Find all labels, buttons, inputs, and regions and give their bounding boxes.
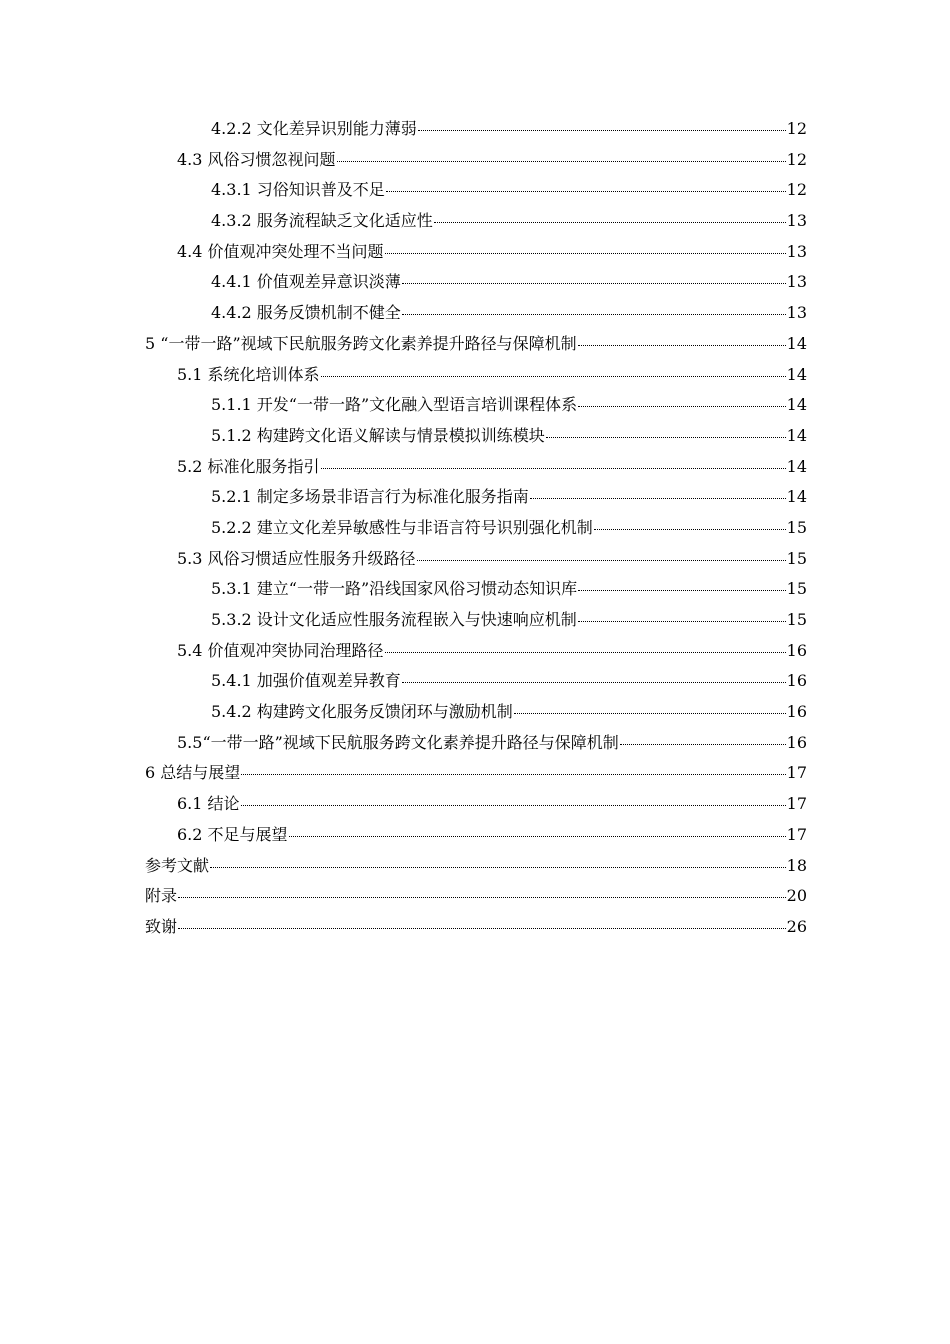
dot-leader bbox=[321, 375, 786, 377]
toc-entry-page-number: 20 bbox=[786, 886, 807, 906]
toc-entry-title: 6 总结与展望 bbox=[145, 763, 241, 783]
dot-leader bbox=[178, 896, 786, 898]
toc-entry-title: 4.3 风俗习惯忽视问题 bbox=[177, 149, 336, 169]
toc-entry[interactable] bbox=[145, 482, 807, 513]
toc-entry-title: 5.3.1 建立“一带一路”沿线国家风俗习惯动态知识库 bbox=[211, 579, 578, 599]
dot-leader bbox=[289, 835, 786, 837]
toc-entry-page-number: 13 bbox=[786, 303, 807, 323]
toc-entry[interactable] bbox=[145, 789, 807, 820]
dot-leader bbox=[402, 282, 786, 284]
toc-entry-page-number: 16 bbox=[786, 640, 807, 660]
toc-entry-page-number: 15 bbox=[786, 610, 807, 629]
toc-entry[interactable] bbox=[145, 329, 807, 360]
toc-entry-page-number: 18 bbox=[786, 855, 807, 875]
toc-entry-title: 5.4.2 构建跨文化服务反馈闭环与激励机制 bbox=[211, 702, 513, 722]
toc-entry[interactable] bbox=[145, 206, 807, 237]
toc-entry-page-number: 14 bbox=[786, 487, 807, 507]
toc-entry-page-number: 12 bbox=[786, 180, 807, 200]
toc-entry-title: 参考文献 bbox=[145, 855, 210, 875]
dot-leader bbox=[337, 160, 786, 162]
toc-entry-page-number: 15 bbox=[786, 579, 807, 599]
toc-entry-page-number: 15 bbox=[786, 548, 807, 568]
toc-entry-title: 6.1 结论 bbox=[177, 794, 240, 814]
toc-entry[interactable] bbox=[145, 574, 807, 605]
toc-entry-page-number: 14 bbox=[786, 456, 807, 476]
toc-entry-title: 5 “一带一路”视域下民航服务跨文化素养提升路径与保障机制 bbox=[145, 333, 577, 353]
toc-entry[interactable] bbox=[145, 513, 807, 544]
toc-entry-title: 4.4.2 服务反馈机制不健全 bbox=[211, 303, 401, 323]
toc-entry-page-number: 14 bbox=[786, 395, 807, 415]
toc-entry-page-number: 17 bbox=[786, 824, 807, 844]
toc-entry-title: 致谢 bbox=[145, 916, 178, 936]
dot-leader bbox=[417, 559, 786, 561]
toc-entry-page-number: 12 bbox=[786, 149, 807, 169]
dot-leader bbox=[546, 436, 786, 438]
toc-entry-page-number: 13 bbox=[786, 241, 807, 261]
toc-entry-page-number: 16 bbox=[786, 702, 807, 722]
toc-entry[interactable] bbox=[145, 390, 807, 421]
toc-entry[interactable] bbox=[145, 912, 807, 943]
toc-entry[interactable] bbox=[145, 267, 807, 298]
toc-entry-page-number: 13 bbox=[786, 272, 807, 292]
toc-entry-page-number: 14 bbox=[786, 333, 807, 353]
toc-entry-page-number: 16 bbox=[786, 671, 807, 691]
toc-entry[interactable] bbox=[145, 114, 807, 145]
toc-entry-title: 5.3.2 设计文化适应性服务流程嵌入与快速响应机制 bbox=[211, 610, 577, 629]
toc-entry-title: 5.5“一带一路”视域下民航服务跨文化素养提升路径与保障机制 bbox=[177, 732, 619, 752]
toc-entry-title: 5.2 标准化服务指引 bbox=[177, 456, 320, 476]
dot-leader bbox=[385, 651, 786, 653]
dot-leader bbox=[530, 497, 786, 499]
dot-leader bbox=[386, 190, 786, 192]
toc-entry-title: 5.1.1 开发“一带一路”文化融入型语言培训课程体系 bbox=[211, 395, 578, 415]
toc-entry[interactable] bbox=[145, 758, 807, 789]
toc-entry[interactable] bbox=[145, 145, 807, 176]
toc-entry-title: 4.3.1 习俗知识普及不足 bbox=[211, 180, 385, 200]
toc-entry-title: 5.1 系统化培训体系 bbox=[177, 364, 320, 384]
toc-entry-title: 5.4 价值观冲突协同治理路径 bbox=[177, 640, 384, 660]
toc-entry[interactable] bbox=[145, 237, 807, 268]
toc-entry[interactable] bbox=[145, 544, 807, 575]
toc-entry[interactable] bbox=[145, 666, 807, 697]
toc-entry-page-number: 13 bbox=[786, 211, 807, 231]
dot-leader bbox=[402, 313, 786, 315]
toc-entry-page-number: 14 bbox=[786, 364, 807, 384]
toc-entry-title: 4.3.2 服务流程缺乏文化适应性 bbox=[211, 211, 433, 231]
toc-entry[interactable] bbox=[145, 452, 807, 483]
toc-entry-title: 4.4 价值观冲突处理不当问题 bbox=[177, 241, 384, 261]
dot-leader bbox=[418, 129, 786, 131]
toc-entry-page-number: 17 bbox=[786, 763, 807, 783]
toc-entry-title: 4.4.1 价值观差异意识淡薄 bbox=[211, 272, 401, 292]
dot-leader bbox=[241, 804, 786, 806]
dot-leader bbox=[434, 221, 786, 223]
dot-leader bbox=[620, 743, 786, 745]
dot-leader bbox=[321, 467, 786, 469]
dot-leader bbox=[402, 681, 786, 683]
toc-entry[interactable] bbox=[145, 881, 807, 912]
toc-entry-page-number: 16 bbox=[786, 732, 807, 752]
toc-entry[interactable] bbox=[145, 605, 807, 636]
toc-entry-title: 6.2 不足与展望 bbox=[177, 824, 288, 844]
table-of-contents bbox=[145, 114, 807, 943]
dot-leader bbox=[385, 252, 786, 254]
toc-entry[interactable] bbox=[145, 298, 807, 329]
dot-leader bbox=[178, 927, 786, 929]
toc-entry[interactable] bbox=[145, 360, 807, 391]
dot-leader bbox=[578, 344, 786, 346]
toc-entry[interactable] bbox=[145, 728, 807, 759]
toc-entry[interactable] bbox=[145, 697, 807, 728]
toc-entry-title: 5.3 风俗习惯适应性服务升级路径 bbox=[177, 548, 416, 568]
toc-entry-page-number: 17 bbox=[786, 794, 807, 814]
dot-leader bbox=[594, 528, 786, 530]
dot-leader bbox=[514, 712, 786, 714]
toc-entry-title: 附录 bbox=[145, 886, 178, 906]
toc-entry-title: 4.2.2 文化差异识别能力薄弱 bbox=[211, 119, 417, 138]
dot-leader bbox=[578, 405, 785, 407]
dot-leader bbox=[578, 620, 786, 622]
toc-entry-title: 5.2.1 制定多场景非语言行为标准化服务指南 bbox=[211, 487, 529, 507]
toc-entry[interactable] bbox=[145, 636, 807, 667]
toc-entry-page-number: 14 bbox=[786, 425, 807, 445]
dot-leader bbox=[578, 589, 785, 591]
toc-entry-page-number: 12 bbox=[786, 119, 807, 138]
toc-entry-title: 5.4.1 加强价值观差异教育 bbox=[211, 671, 401, 691]
toc-entry-page-number: 26 bbox=[786, 916, 807, 936]
toc-entry[interactable] bbox=[145, 421, 807, 452]
toc-entry-title: 5.1.2 构建跨文化语义解读与情景模拟训练模块 bbox=[211, 425, 545, 445]
toc-entry[interactable] bbox=[145, 175, 807, 206]
toc-entry[interactable] bbox=[145, 820, 807, 851]
dot-leader bbox=[210, 866, 786, 868]
dot-leader bbox=[241, 773, 785, 775]
toc-entry-page-number: 15 bbox=[786, 517, 807, 537]
toc-entry-title: 5.2.2 建立文化差异敏感性与非语言符号识别强化机制 bbox=[211, 517, 593, 537]
toc-entry[interactable] bbox=[145, 851, 807, 882]
